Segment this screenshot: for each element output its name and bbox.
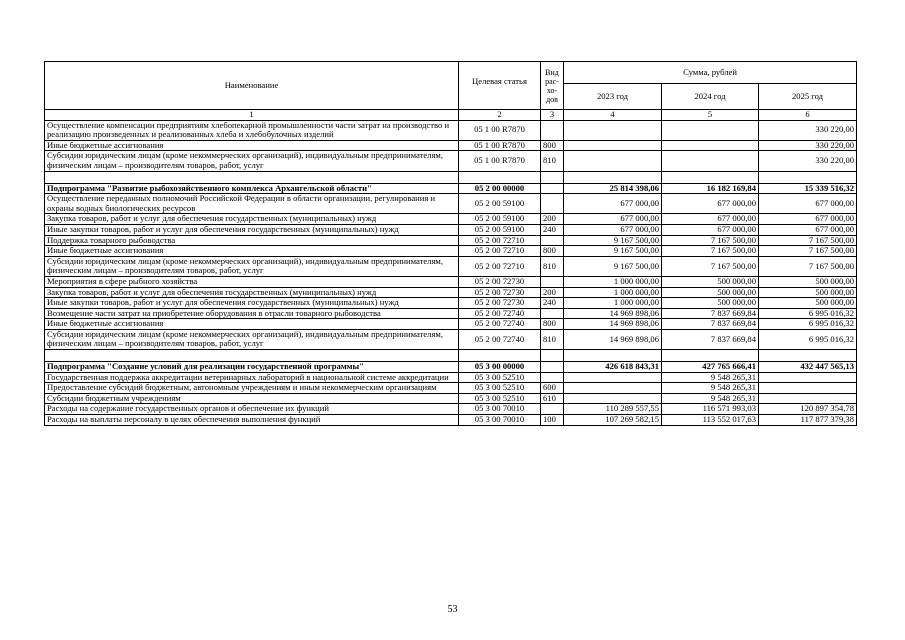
row-type: [541, 362, 564, 373]
row-code: 05 2 00 72740: [459, 329, 541, 349]
table-row: [45, 140, 857, 151]
row-type: [541, 372, 564, 383]
row-type: 240: [541, 298, 564, 309]
row-2023: 677 000,00: [564, 214, 662, 225]
row-name: Закупка товаров, работ и услуг для обеспечения государственных (муниципальных) нужд: [45, 214, 459, 225]
col-num-4: 4: [564, 110, 662, 121]
row-type: 200: [541, 287, 564, 298]
row-name: Расходы на содержание государственных органов и обеспечение их функций: [45, 404, 459, 415]
row-code: 05 2 00 72710: [459, 235, 541, 246]
row-2024: 677 000,00: [662, 214, 759, 225]
row-2025: 7 167 500,00: [759, 256, 857, 276]
header-target: Целевая статья: [459, 62, 541, 110]
row-2025: 6 995 016,32: [759, 329, 857, 349]
row-name: Государственная поддержка аккредитации ветеринарных лабораторий в национальной системе аккредитации: [45, 372, 459, 383]
row-type: [541, 235, 564, 246]
row-code: 05 3 00 52510: [459, 372, 541, 383]
row-2025: 677 000,00: [759, 224, 857, 235]
row-type: 240: [541, 224, 564, 235]
row-2023: [564, 383, 662, 394]
row-2025: 7 167 500,00: [759, 235, 857, 246]
row-2024: 7 837 669,84: [662, 319, 759, 330]
row-2025: 330 220,00: [759, 151, 857, 171]
subprogram-row: [45, 183, 857, 194]
row-name: Иные закупки товаров, работ и услуг для обеспечения государственных (муниципальных) нужд: [45, 224, 459, 235]
row-2023: 14 969 898,06: [564, 329, 662, 349]
row-2023: 9 167 500,00: [564, 256, 662, 276]
row-2024: [662, 151, 759, 171]
row-type: 100: [541, 415, 564, 426]
header-row: [45, 62, 857, 84]
table-row: [45, 383, 857, 394]
row-code: 05 2 00 72730: [459, 276, 541, 287]
row-code: 05 2 00 72730: [459, 298, 541, 309]
row-name: Иные бюджетные ассигнования: [45, 140, 459, 151]
row-2024: 9 548 265,31: [662, 383, 759, 394]
table-row: [45, 151, 857, 171]
row-2023: 107 269 582,15: [564, 415, 662, 426]
row-2025: 15 339 516,32: [759, 183, 857, 194]
row-name: Субсидии юридическим лицам (кроме некоммерческих организаций), индивидуальным предпринимателям, физическим лицам – производителям товаров, работ, услуг: [45, 151, 459, 171]
row-name: Иные бюджетные ассигнования: [45, 319, 459, 330]
row-code: 05 2 00 72730: [459, 287, 541, 298]
row-2023: 1 000 000,00: [564, 298, 662, 309]
row-code: 05 2 00 72710: [459, 246, 541, 257]
spacer-row: [45, 350, 857, 362]
row-2025: 330 220,00: [759, 120, 857, 140]
row-type: 800: [541, 246, 564, 257]
row-2023: [564, 140, 662, 151]
row-2025: 432 447 565,13: [759, 362, 857, 373]
row-2024: 427 765 666,41: [662, 362, 759, 373]
header-type: Вид рас- хо- дов: [541, 62, 564, 110]
table-row: [45, 404, 857, 415]
row-code: 05 2 00 59100: [459, 224, 541, 235]
row-type: 800: [541, 319, 564, 330]
table-row: [45, 246, 857, 257]
row-type: [541, 404, 564, 415]
row-2024: 113 552 017,63: [662, 415, 759, 426]
row-type: 200: [541, 214, 564, 225]
row-code: 05 2 00 72710: [459, 256, 541, 276]
table-row: [45, 372, 857, 383]
row-type: 600: [541, 383, 564, 394]
col-num-6: 6: [759, 110, 857, 121]
table-row: [45, 319, 857, 330]
row-2023: [564, 393, 662, 404]
row-2023: 426 618 843,31: [564, 362, 662, 373]
table-row: [45, 235, 857, 246]
row-name: Иные бюджетные ассигнования: [45, 246, 459, 257]
row-name: Подпрограмма "Развитие рыбохозяйственного комплекса Архангельской области": [45, 183, 459, 194]
table-row: [45, 308, 857, 319]
row-2023: 1 000 000,00: [564, 287, 662, 298]
row-2024: 7 167 500,00: [662, 246, 759, 257]
row-name: Субсидии юридическим лицам (кроме некоммерческих организаций), индивидуальным предпринимателям, физическим лицам – производителям товаров, работ, услуг: [45, 329, 459, 349]
table-row: [45, 415, 857, 426]
row-2024: 500 000,00: [662, 276, 759, 287]
row-name: Закупка товаров, работ и услуг для обеспечения государственных (муниципальных) нужд: [45, 287, 459, 298]
row-2023: [564, 120, 662, 140]
row-2023: [564, 372, 662, 383]
row-name: Субсидии юридическим лицам (кроме некоммерческих организаций), индивидуальным предпринимателям, физическим лицам – производителям товаров, работ, услуг: [45, 256, 459, 276]
row-2024: 677 000,00: [662, 194, 759, 214]
row-code: 05 1 00 R7870: [459, 151, 541, 171]
header-2025: 2025 год: [759, 84, 857, 110]
row-code: 05 3 00 00000: [459, 362, 541, 373]
table-row: [45, 214, 857, 225]
row-2024: 16 182 169,84: [662, 183, 759, 194]
row-2023: 9 167 500,00: [564, 246, 662, 257]
row-type: [541, 183, 564, 194]
page-number: 53: [447, 604, 458, 615]
row-code: 05 2 00 00000: [459, 183, 541, 194]
row-2024: 7 837 669,84: [662, 329, 759, 349]
row-2024: [662, 120, 759, 140]
row-2024: 9 548 265,31: [662, 393, 759, 404]
row-name: Подпрограмма "Создание условий для реализации государственной программы": [45, 362, 459, 373]
row-2023: 9 167 500,00: [564, 235, 662, 246]
row-name: Поддержка товарного рыбоводства: [45, 235, 459, 246]
row-code: 05 2 00 72740: [459, 308, 541, 319]
row-2025: 6 995 016,32: [759, 308, 857, 319]
row-code: 05 2 00 59100: [459, 194, 541, 214]
row-name: Расходы на выплаты персоналу в целях обеспечения выполнения функций: [45, 415, 459, 426]
row-2023: 1 000 000,00: [564, 276, 662, 287]
spacer-row: [45, 171, 857, 183]
header-sum: Сумма, рублей: [564, 62, 857, 84]
row-2025: 500 000,00: [759, 276, 857, 287]
subprogram-row: [45, 362, 857, 373]
row-name: Возмещение части затрат на приобретение оборудования в отрасли товарного рыбоводства: [45, 308, 459, 319]
row-2025: 500 000,00: [759, 287, 857, 298]
row-2025: 7 167 500,00: [759, 246, 857, 257]
row-2023: 14 969 898,06: [564, 308, 662, 319]
row-2025: [759, 372, 857, 383]
row-2025: 500 000,00: [759, 298, 857, 309]
row-code: 05 1 00 R7870: [459, 140, 541, 151]
table-row: [45, 298, 857, 309]
row-type: [541, 120, 564, 140]
row-code: 05 1 00 R7870: [459, 120, 541, 140]
row-type: [541, 194, 564, 214]
row-2023: 14 969 898,06: [564, 319, 662, 330]
table-row: [45, 329, 857, 349]
row-2024: 500 000,00: [662, 298, 759, 309]
row-2025: 117 877 379,38: [759, 415, 857, 426]
table-row: [45, 393, 857, 404]
row-code: 05 2 00 59100: [459, 214, 541, 225]
row-type: 810: [541, 329, 564, 349]
row-code: 05 3 00 52510: [459, 383, 541, 394]
row-name: Иные закупки товаров, работ и услуг для обеспечения государственных (муниципальных) нужд: [45, 298, 459, 309]
table-row: [45, 287, 857, 298]
row-name: Осуществление компенсации предприятиям хлебопекарной промышленности части затрат на производство и реализацию произведенных и реализованных хлеба и хлебобулочных изделий: [45, 120, 459, 140]
row-2024: 7 167 500,00: [662, 235, 759, 246]
row-2023: 110 289 557,55: [564, 404, 662, 415]
table-row: [45, 256, 857, 276]
col-num-2: 2: [459, 110, 541, 121]
row-type: 610: [541, 393, 564, 404]
row-type: 800: [541, 140, 564, 151]
column-number-row: [45, 110, 857, 121]
row-2023: 677 000,00: [564, 224, 662, 235]
row-2024: 9 548 265,31: [662, 372, 759, 383]
row-2024: 116 571 993,03: [662, 404, 759, 415]
table-row: [45, 120, 857, 140]
row-name: Предоставление субсидий бюджетным, автономным учреждениям и иным некоммерческим организациям: [45, 383, 459, 394]
row-2023: 677 000,00: [564, 194, 662, 214]
table-row: [45, 224, 857, 235]
row-type: 810: [541, 256, 564, 276]
row-name: Субсидии бюджетным учреждениям: [45, 393, 459, 404]
row-2024: 7 837 669,84: [662, 308, 759, 319]
header-2024: 2024 год: [662, 84, 759, 110]
row-code: 05 2 00 72740: [459, 319, 541, 330]
row-code: 05 3 00 70010: [459, 415, 541, 426]
row-type: [541, 276, 564, 287]
row-2025: 6 995 016,32: [759, 319, 857, 330]
row-2025: 330 220,00: [759, 140, 857, 151]
row-type: [541, 308, 564, 319]
row-2024: [662, 140, 759, 151]
row-2025: 677 000,00: [759, 194, 857, 214]
row-name: Мероприятия в сфере рыбного хозяйства: [45, 276, 459, 287]
row-2024: 677 000,00: [662, 224, 759, 235]
row-2025: [759, 383, 857, 394]
col-num-1: 1: [45, 110, 459, 121]
row-2024: 500 000,00: [662, 287, 759, 298]
table-row: [45, 276, 857, 287]
row-name: Осуществление переданных полномочий Российской Федерации в области организации, регулирования и охраны водных биологических ресурсов: [45, 194, 459, 214]
row-2023: [564, 151, 662, 171]
row-type: 810: [541, 151, 564, 171]
row-2025: 120 897 354,78: [759, 404, 857, 415]
row-2023: 25 814 398,06: [564, 183, 662, 194]
col-num-5: 5: [662, 110, 759, 121]
header-2023: 2023 год: [564, 84, 662, 110]
table-row: [45, 194, 857, 214]
budget-table: [44, 61, 857, 426]
row-2025: 677 000,00: [759, 214, 857, 225]
row-2025: [759, 393, 857, 404]
row-code: 05 3 00 52510: [459, 393, 541, 404]
header-name: Наименование: [45, 62, 459, 110]
row-2024: 7 167 500,00: [662, 256, 759, 276]
col-num-3: 3: [541, 110, 564, 121]
row-code: 05 3 00 70010: [459, 404, 541, 415]
